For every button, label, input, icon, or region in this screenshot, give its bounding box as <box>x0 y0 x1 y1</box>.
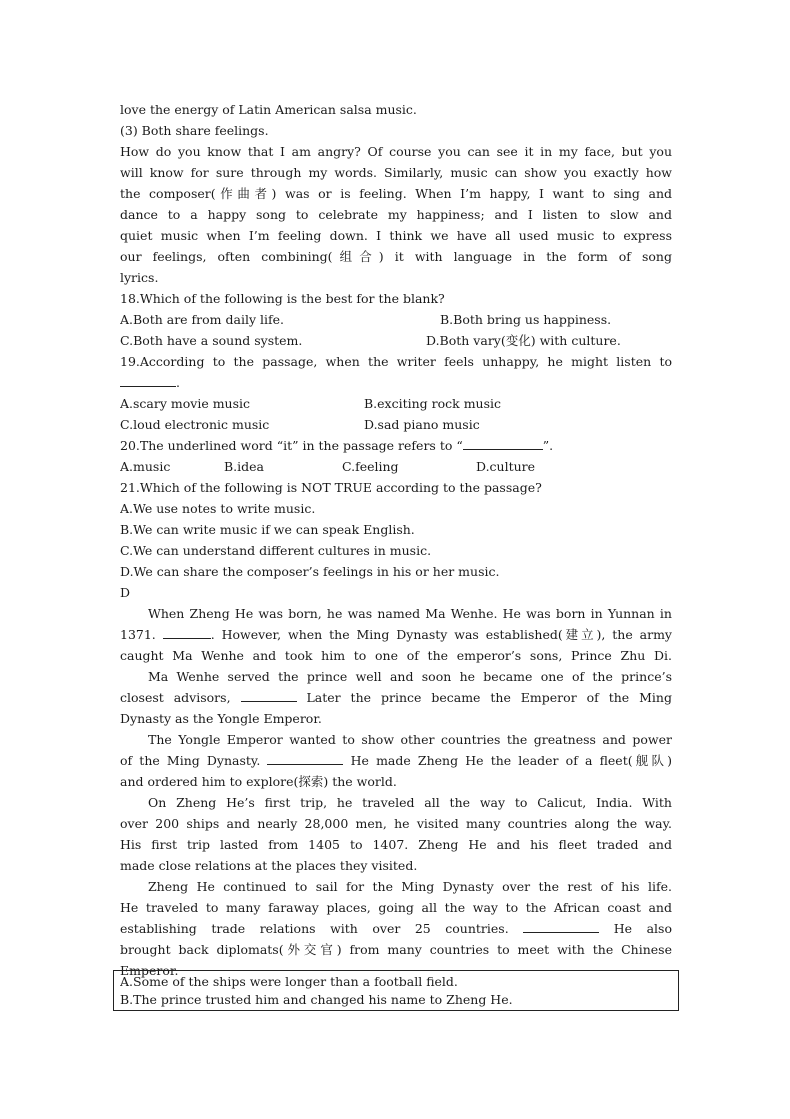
passage-line <box>120 750 672 771</box>
option-b: B.We can write music if we can speak English. <box>120 522 415 537</box>
text-span: Later the prince became the Emperor of the Ming <box>306 690 672 705</box>
passage-line: His first trip lasted from 1405 to 1407. Zheng He and his fleet traded and <box>120 837 672 852</box>
passage-line: our feelings, often combining(组合) it with language in the form of song <box>120 249 672 264</box>
option-c: C.loud electronic music <box>120 417 270 432</box>
option-d: D.We can share the composer’s feelings in his or her music. <box>120 564 500 579</box>
text-span: He made Zheng He the leader of a fleet(舰队) <box>350 753 672 768</box>
answer-blank <box>120 372 176 387</box>
passage-line: quiet music when I’m feeling down. I think we have all used music to express <box>120 228 672 243</box>
question-19-options-row2 <box>120 414 672 435</box>
answer-blank <box>163 624 211 639</box>
option-d: D.culture <box>476 459 536 474</box>
option-a: A.Some of the ships were longer than a football field. <box>120 974 458 989</box>
answer-blank <box>523 918 599 933</box>
answer-blank <box>241 687 297 702</box>
question-18-options-row2 <box>120 330 672 351</box>
option-c: C.We can understand different cultures in music. <box>120 543 432 558</box>
section-label: D <box>120 585 131 600</box>
option-b: B.Both bring us happiness. <box>440 312 612 327</box>
question-19-stem-cont <box>120 372 672 393</box>
text-span: closest advisors, <box>120 690 231 705</box>
text-span: of the Ming Dynasty. <box>120 753 261 768</box>
options-box <box>113 970 679 1011</box>
passage-line: The Yongle Emperor wanted to show other countries the greatness and power <box>148 732 672 747</box>
text-span: He also <box>613 921 672 936</box>
passage-line: Emperor. <box>120 963 179 978</box>
passage-line <box>120 918 672 939</box>
option-b: B.exciting rock music <box>364 396 502 411</box>
passage-line <box>120 687 672 708</box>
passage-line <box>120 624 672 645</box>
option-b: B.The prince trusted him and changed his name to Zheng He. <box>120 992 513 1007</box>
passage-line: Ma Wenhe served the prince well and soon he became one of the prince’s <box>148 669 672 684</box>
option-a: A.scary movie music <box>120 396 251 411</box>
answer-blank <box>463 435 543 450</box>
passage-line: made close relations at the places they visited. <box>120 858 418 873</box>
option-a: A.We use notes to write music. <box>120 501 316 516</box>
passage-line: Zheng He continued to sail for the Ming Dynasty over the rest of his life. <box>148 879 672 894</box>
question-18-options-row1 <box>120 309 672 330</box>
passage-line: He traveled to many faraway places, going all the way to the African coast and <box>120 900 672 915</box>
passage-line: brought back diplomats(外交官) from many countries to meet with the Chinese <box>120 942 672 957</box>
passage-line: Dynasty as the Yongle Emperor. <box>120 711 322 726</box>
option-c: C.Both have a sound system. <box>120 333 303 348</box>
text-span: establishing trade relations with over 25 countries. <box>120 921 509 936</box>
passage-line: How do you know that I am angry? Of course you can see it in my face, but you <box>120 144 672 159</box>
question-21-stem: 21.Which of the following is NOT TRUE according to the passage? <box>120 480 542 495</box>
option-a: A.Both are from daily life. <box>120 312 284 327</box>
passage-line: lyrics. <box>120 270 159 285</box>
option-d: D.sad piano music <box>364 417 480 432</box>
text-span: 1371. <box>120 627 156 642</box>
question-19-options-row1 <box>120 393 672 414</box>
stem-end: . <box>176 375 180 390</box>
answer-blank <box>267 750 343 765</box>
question-19-stem: 19.According to the passage, when the writer feels unhappy, he might listen to <box>120 354 672 369</box>
stem-end: ”. <box>542 438 554 453</box>
question-20-stem <box>120 435 672 456</box>
question-20-options <box>120 456 672 477</box>
passage-line: On Zheng He’s first trip, he traveled all the way to Calicut, India. With <box>148 795 672 810</box>
passage-line: dance to a happy song to celebrate my happiness; and I listen to slow and <box>120 207 672 222</box>
option-d: D.Both vary(变化) with culture. <box>426 333 621 348</box>
question-18-stem: 18.Which of the following is the best for the blank? <box>120 291 445 306</box>
text-span: . However, when the Ming Dynasty was established(建立), the army <box>210 627 672 642</box>
section-heading: (3) Both share feelings. <box>120 123 269 138</box>
passage-line: and ordered him to explore(探索) the world. <box>120 774 397 789</box>
passage-line: caught Ma Wenhe and took him to one of the emperor’s sons, Prince Zhu Di. <box>120 648 672 663</box>
document-page <box>120 99 672 981</box>
option-c: C.feeling <box>342 459 399 474</box>
passage-line: will know for sure through my words. Similarly, music can show you exactly how <box>120 165 672 180</box>
passage-line: love the energy of Latin American salsa music. <box>120 102 417 117</box>
stem-text: 20.The underlined word “it” in the passage refers to “ <box>120 438 463 453</box>
option-a: A.music <box>120 459 171 474</box>
passage-line: over 200 ships and nearly 28,000 men, he visited many countries along the way. <box>120 816 672 831</box>
option-b: B.idea <box>224 459 265 474</box>
passage-line: the composer(作曲者) was or is feeling. When I’m happy, I want to sing and <box>120 186 672 201</box>
passage-line: When Zheng He was born, he was named Ma Wenhe. He was born in Yunnan in <box>148 606 672 621</box>
